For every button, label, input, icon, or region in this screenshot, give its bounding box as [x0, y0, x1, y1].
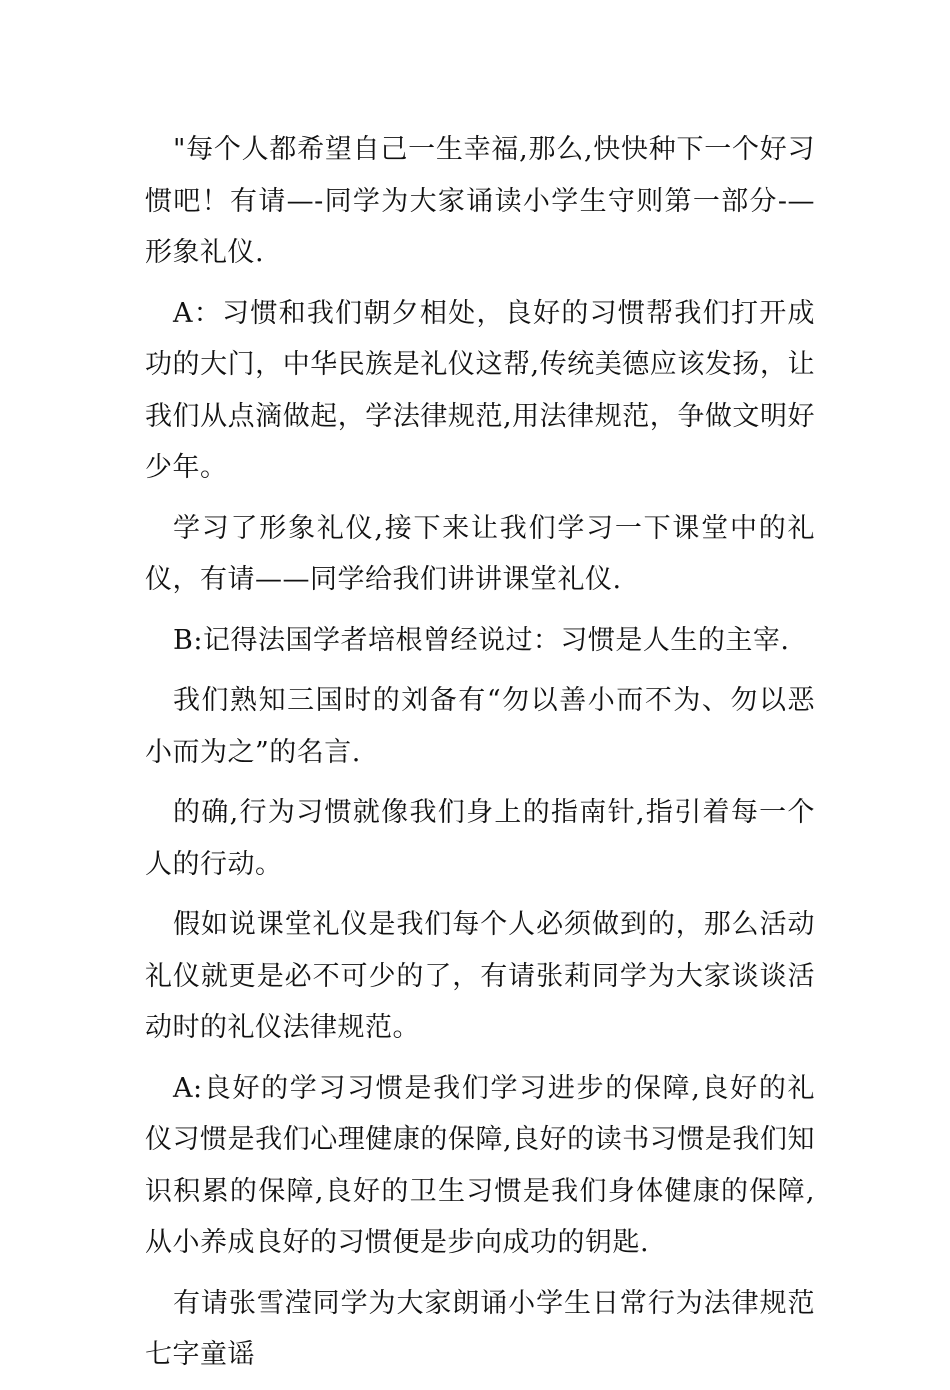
- paragraph-closing: 有请张雪滢同学为大家朗诵小学生日常行为法律规范七字童谣: [145, 1287, 815, 1370]
- paragraph-speaker-b: B:记得法国学者培根曾经说过：习惯是人生的主宰.: [173, 624, 790, 656]
- document-body: [145, 124, 815, 1390]
- paragraph-classroom-etiquette: 学习了形象礼仪,接下来让我们学习一下课堂中的礼仪，有请——同学给我们讲讲课堂礼仪.: [145, 512, 815, 595]
- paragraph-compass: 的确,行为习惯就像我们身上的指南针,指引着每一个人的行动。: [145, 797, 815, 880]
- paragraph-intro: "每个人都希望自己一生幸福,那么,快快种下一个好习惯吧！有请—-同学为大家诵读小学生守则第一部分-—形象礼仪.: [145, 134, 815, 268]
- paragraph-activity-etiquette: 假如说课堂礼仪是我们每个人必须做到的，那么活动礼仪就更是必不可少的了，有请张莉同学为大家谈谈活动时的礼仪法律规范。: [145, 909, 815, 1043]
- paragraph-liu-bei-quote: 我们熟知三国时的刘备有“勿以善小而不为、勿以恶小而为之”的名言.: [145, 685, 815, 768]
- paragraph-speaker-a-1: A：习惯和我们朝夕相处，良好的习惯帮我们打开成功的大门，中华民族是礼仪这帮,传统美德应该发扬，让我们从点滴做起，学法律规范,用法律规范，争做文明好少年。: [145, 297, 815, 483]
- paragraph-speaker-a-2: A:良好的学习习惯是我们学习进步的保障,良好的礼仪习惯是我们心理健康的保障,良好的读书习惯是我们知识积累的保障,良好的卫生习惯是我们身体健康的保障,从小养成良好的习惯便是步向成功的钥匙.: [145, 1072, 815, 1258]
